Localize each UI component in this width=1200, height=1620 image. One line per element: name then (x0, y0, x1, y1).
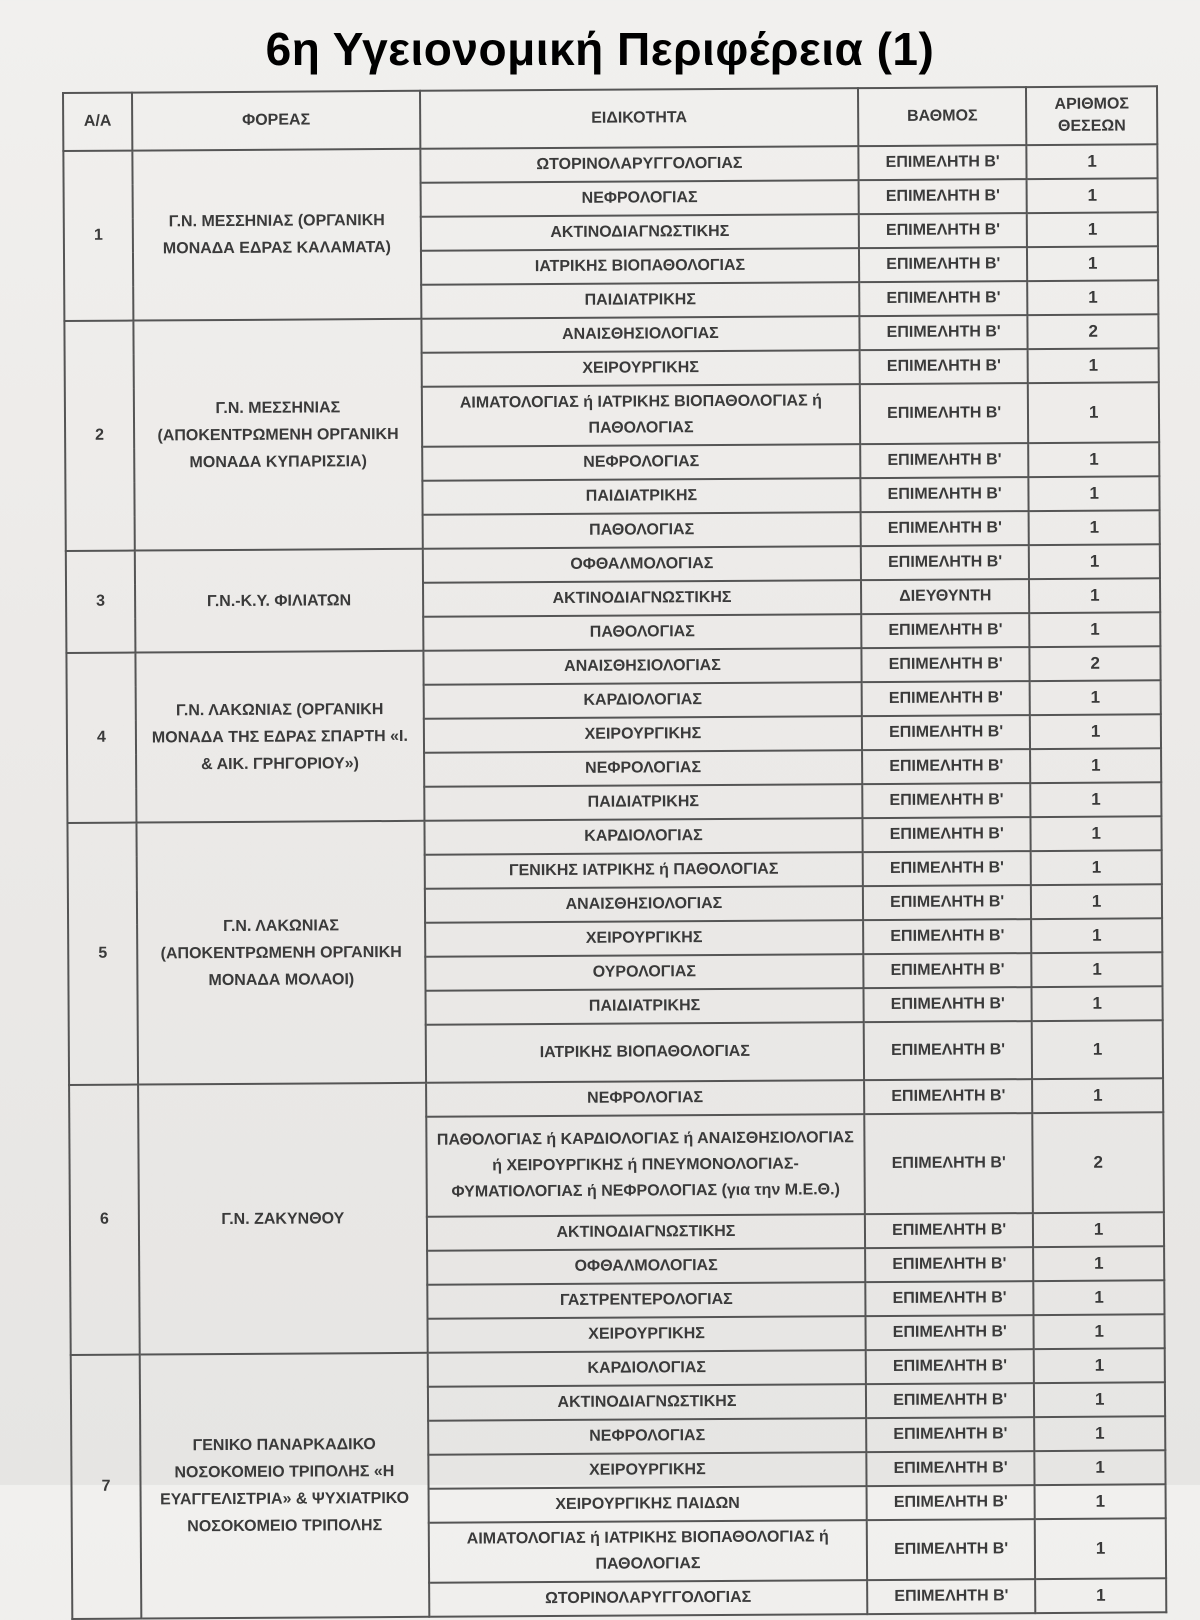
eidikotita-cell: ΓΕΝΙΚΗΣ ΙΑΤΡΙΚΗΣ ή ΠΑΘΟΛΟΓΙΑΣ (425, 852, 863, 889)
eidikotita-cell: ΝΕΦΡΟΛΟΓΙΑΣ (428, 1418, 866, 1455)
eidikotita-cell: ΝΕΦΡΟΛΟΓΙΑΣ (424, 750, 862, 787)
vathmos-cell: ΕΠΙΜΕΛΗΤΗ Β' (864, 987, 1033, 1022)
theseis-cell: 2 (1033, 1112, 1164, 1213)
vathmos-cell: ΕΠΙΜΕΛΗΤΗ Β' (861, 613, 1030, 648)
vathmos-cell: ΕΠΙΜΕΛΗΤΗ Β' (861, 647, 1030, 682)
table-header-row (63, 86, 1157, 151)
theseis-cell: 2 (1028, 314, 1159, 349)
vathmos-cell: ΕΠΙΜΕΛΗΤΗ Β' (859, 281, 1028, 316)
theseis-cell: 1 (1033, 1246, 1164, 1281)
theseis-cell: 1 (1032, 1078, 1163, 1113)
vathmos-cell: ΕΠΙΜΕΛΗΤΗ Β' (866, 1349, 1035, 1384)
eidikotita-cell: ΑΝΑΙΣΘΗΣΙΟΛΟΓΙΑΣ (421, 316, 859, 353)
vathmos-cell: ΕΠΙΜΕΛΗΤΗ Β' (863, 953, 1032, 988)
vathmos-cell: ΕΠΙΜΕΛΗΤΗ Β' (862, 749, 1031, 784)
theseis-cell: 1 (1030, 714, 1161, 749)
eidikotita-cell: ΝΕΦΡΟΛΟΓΙΑΣ (420, 180, 858, 217)
vathmos-cell: ΕΠΙΜΕΛΗΤΗ Β' (862, 817, 1031, 852)
vathmos-cell: ΕΠΙΜΕΛΗΤΗ Β' (866, 1383, 1035, 1418)
theseis-cell: 1 (1029, 578, 1160, 613)
eidikotita-cell: ΑΙΜΑΤΟΛΟΓΙΑΣ ή ΙΑΤΡΙΚΗΣ ΒΙΟΠΑΘΟΛΟΓΙΑΣ ή ΠΑΘΟΛΟΓΙΑΣ (429, 1520, 868, 1583)
theseis-cell: 1 (1027, 144, 1158, 179)
theseis-cell: 1 (1030, 680, 1161, 715)
theseis-cell: 1 (1034, 1416, 1165, 1451)
vathmos-cell: ΕΠΙΜΕΛΗΤΗ Β' (865, 1213, 1034, 1248)
vathmos-cell: ΕΠΙΜΕΛΗΤΗ Β' (864, 1079, 1033, 1114)
theseis-cell: 1 (1035, 1450, 1166, 1485)
theseis-cell: 1 (1029, 510, 1160, 545)
eidikotita-cell: ΙΑΤΡΙΚΗΣ ΒΙΟΠΑΘΟΛΟΓΙΑΣ (421, 248, 859, 285)
eidikotita-cell: ΩΤΟΡΙΝΟΛΑΡΥΓΓΟΛΟΓΙΑΣ (429, 1580, 867, 1617)
positions-table (62, 85, 1167, 1620)
vathmos-cell: ΕΠΙΜΕΛΗΤΗ Β' (862, 715, 1031, 750)
theseis-cell: 1 (1030, 748, 1161, 783)
theseis-cell: 1 (1034, 1348, 1165, 1383)
foreas-cell: Γ.Ν. ΖΑΚΥΝΘΟΥ (138, 1083, 427, 1355)
eidikotita-cell: ΑΚΤΙΝΟΔΙΑΓΝΩΣΤΙΚΗΣ (428, 1384, 866, 1421)
eidikotita-cell: ΧΕΙΡΟΥΡΓΙΚΗΣ ΠΑΙΔΩΝ (428, 1486, 866, 1523)
theseis-cell: 1 (1030, 612, 1161, 647)
eidikotita-cell: ΧΕΙΡΟΥΡΓΙΚΗΣ (421, 350, 859, 387)
vathmos-cell: ΕΠΙΜΕΛΗΤΗ Β' (863, 851, 1032, 886)
vathmos-cell: ΕΠΙΜΕΛΗΤΗ Β' (863, 919, 1032, 954)
positions-table-sheet (62, 85, 1167, 1620)
vathmos-cell: ΕΠΙΜΕΛΗΤΗ Β' (866, 1315, 1035, 1350)
eidikotita-cell: ΟΦΘΑΛΜΟΛΟΓΙΑΣ (427, 1248, 865, 1285)
eidikotita-cell: ΠΑΘΟΛΟΓΙΑΣ (422, 512, 860, 549)
theseis-cell: 1 (1033, 1212, 1164, 1247)
eidikotita-cell: ΩΤΟΡΙΝΟΛΑΡΥΓΓΟΛΟΓΙΑΣ (420, 146, 858, 183)
vathmos-cell: ΕΠΙΜΕΛΗΤΗ Β' (866, 1417, 1035, 1452)
header-foreas: ΦΟΡΕΑΣ (132, 91, 420, 151)
row-index: 7 (71, 1355, 142, 1619)
eidikotita-cell: ΠΑΙΔΙΑΤΡΙΚΗΣ (425, 988, 863, 1025)
header-eidikotita: ΕΙΔΙΚΟΤΗΤΑ (420, 88, 859, 149)
vathmos-cell: ΕΠΙΜΕΛΗΤΗ Β' (867, 1519, 1036, 1580)
row-index: 3 (66, 551, 136, 653)
eidikotita-cell: ΑΚΤΙΝΟΔΙΑΓΝΩΣΤΙΚΗΣ (427, 1214, 865, 1251)
vathmos-cell: ΕΠΙΜΕΛΗΤΗ Β' (864, 1021, 1033, 1080)
eidikotita-cell: ΚΑΡΔΙΟΛΟΓΙΑΣ (428, 1350, 866, 1387)
row-index: 5 (67, 823, 138, 1085)
row-index: 1 (63, 151, 133, 321)
vathmos-cell: ΕΠΙΜΕΛΗΤΗ Β' (860, 477, 1029, 512)
theseis-cell: 1 (1029, 476, 1160, 511)
foreas-cell: Γ.Ν. ΛΑΚΩΝΙΑΣ (ΑΠΟΚΕΝΤΡΩΜΕΝΗ ΟΡΓΑΝΙΚΗ ΜΟΝΑΔΑ ΜΟΛΑΟΙ) (136, 821, 425, 1085)
theseis-cell: 1 (1034, 1314, 1165, 1349)
vathmos-cell: ΕΠΙΜΕΛΗΤΗ Β' (859, 213, 1028, 248)
theseis-cell: 1 (1029, 544, 1160, 579)
table-body (63, 144, 1166, 1619)
eidikotita-cell: ΟΥΡΟΛΟΓΙΑΣ (425, 954, 863, 991)
eidikotita-cell: ΚΑΡΔΙΟΛΟΓΙΑΣ (424, 818, 862, 855)
eidikotita-cell: ΝΕΦΡΟΛΟΓΙΑΣ (426, 1080, 864, 1117)
row-index: 6 (69, 1085, 140, 1355)
vathmos-cell: ΕΠΙΜΕΛΗΤΗ Β' (860, 383, 1029, 444)
eidikotita-cell: ΧΕΙΡΟΥΡΓΙΚΗΣ (427, 1316, 865, 1353)
eidikotita-cell: ΠΑΙΔΙΑΤΡΙΚΗΣ (422, 478, 860, 515)
header-vathmos: ΒΑΘΜΟΣ (858, 87, 1027, 146)
theseis-cell: 1 (1031, 918, 1162, 953)
theseis-cell: 1 (1034, 1382, 1165, 1417)
row-index: 2 (64, 321, 134, 551)
eidikotita-cell: ΓΑΣΤΡΕΝΤΕΡΟΛΟΓΙΑΣ (427, 1282, 865, 1319)
eidikotita-cell: ΑΙΜΑΤΟΛΟΓΙΑΣ ή ΙΑΤΡΙΚΗΣ ΒΙΟΠΑΘΟΛΟΓΙΑΣ ή ΠΑΘΟΛΟΓΙΑΣ (422, 384, 861, 447)
eidikotita-cell: ΟΦΘΑΛΜΟΛΟΓΙΑΣ (423, 546, 861, 583)
theseis-cell: 1 (1031, 816, 1162, 851)
vathmos-cell: ΕΠΙΜΕΛΗΤΗ Β' (864, 1113, 1033, 1214)
vathmos-cell: ΕΠΙΜΕΛΗΤΗ Β' (859, 179, 1028, 214)
vathmos-cell: ΕΠΙΜΕΛΗΤΗ Β' (862, 783, 1031, 818)
eidikotita-cell: ΝΕΦΡΟΛΟΓΙΑΣ (422, 444, 860, 481)
vathmos-cell: ΕΠΙΜΕΛΗΤΗ Β' (867, 1485, 1036, 1520)
eidikotita-cell: ΑΚΤΙΝΟΔΙΑΓΝΩΣΤΙΚΗΣ (423, 580, 861, 617)
eidikotita-cell: ΠΑΘΟΛΟΓΙΑΣ ή ΚΑΡΔΙΟΛΟΓΙΑΣ ή ΑΝΑΙΣΘΗΣΙΟΛΟΓΙΑΣ ή ΧΕΙΡΟΥΡΓΙΚΗΣ ή ΠΝΕΥΜΟΝΟΛΟΓΙΑΣ-ΦΥΜΑΤΙΟΛΟΓΙΑΣ ή ΝΕΦΡΟΛΟΓΙΑΣ (για την Μ.Ε.Θ.) (426, 1114, 865, 1217)
header-aa: Α/Α (63, 93, 132, 151)
theseis-cell: 1 (1031, 884, 1162, 919)
theseis-cell: 1 (1035, 1484, 1166, 1519)
eidikotita-cell: ΙΑΤΡΙΚΗΣ ΒΙΟΠΑΘΟΛΟΓΙΑΣ (426, 1022, 865, 1083)
vathmos-cell: ΕΠΙΜΕΛΗΤΗ Β' (863, 885, 1032, 920)
theseis-cell: 1 (1034, 1280, 1165, 1315)
eidikotita-cell: ΧΕΙΡΟΥΡΓΙΚΗΣ (428, 1452, 866, 1489)
vathmos-cell: ΕΠΙΜΕΛΗΤΗ Β' (865, 1281, 1034, 1316)
foreas-cell: Γ.Ν. ΛΑΚΩΝΙΑΣ (ΟΡΓΑΝΙΚΗ ΜΟΝΑΔΑ ΤΗΣ ΕΔΡΑΣ ΣΠΑΡΤΗ «Ι. & ΑΙΚ. ΓΡΗΓΟΡΙΟΥ») (135, 651, 424, 823)
header-theseis: ΑΡΙΘΜΟΣ ΘΕΣΕΩΝ (1026, 86, 1157, 145)
eidikotita-cell: ΚΑΡΔΙΟΛΟΓΙΑΣ (423, 682, 861, 719)
eidikotita-cell: ΠΑΙΔΙΑΤΡΙΚΗΣ (424, 784, 862, 821)
theseis-cell: 1 (1029, 442, 1160, 477)
row-index: 4 (66, 653, 136, 823)
vathmos-cell: ΕΠΙΜΕΛΗΤΗ Β' (860, 443, 1029, 478)
vathmos-cell: ΕΠΙΜΕΛΗΤΗ Β' (861, 545, 1030, 580)
vathmos-cell: ΕΠΙΜΕΛΗΤΗ Β' (865, 1247, 1034, 1282)
eidikotita-cell: ΧΕΙΡΟΥΡΓΙΚΗΣ (425, 920, 863, 957)
eidikotita-cell: ΠΑΘΟΛΟΓΙΑΣ (423, 614, 861, 651)
vathmos-cell: ΕΠΙΜΕΛΗΤΗ Β' (866, 1451, 1035, 1486)
vathmos-cell: ΕΠΙΜΕΛΗΤΗ Β' (860, 349, 1029, 384)
eidikotita-cell: ΑΝΑΙΣΘΗΣΙΟΛΟΓΙΑΣ (425, 886, 863, 923)
foreas-cell: Γ.Ν. ΜΕΣΣΗΝΙΑΣ (ΑΠΟΚΕΝΤΡΩΜΕΝΗ ΟΡΓΑΝΙΚΗ ΜΟΝΑΔΑ ΚΥΠΑΡΙΣΣΙΑ) (133, 319, 422, 551)
vathmos-cell: ΕΠΙΜΕΛΗΤΗ Β' (861, 511, 1030, 546)
foreas-cell: Γ.Ν.-Κ.Υ. ΦΙΛΙΑΤΩΝ (135, 549, 423, 653)
vathmos-cell: ΕΠΙΜΕΛΗΤΗ Β' (859, 315, 1028, 350)
theseis-cell: 1 (1035, 1518, 1166, 1579)
vathmos-cell: ΕΠΙΜΕΛΗΤΗ Β' (859, 247, 1028, 282)
theseis-cell: 1 (1032, 986, 1163, 1021)
foreas-cell: Γ.Ν. ΜΕΣΣΗΝΙΑΣ (ΟΡΓΑΝΙΚΗ ΜΟΝΑΔΑ ΕΔΡΑΣ ΚΑΛΑΜΑΤΑ) (132, 149, 421, 321)
theseis-cell: 1 (1028, 348, 1159, 383)
theseis-cell: 1 (1032, 1020, 1163, 1079)
vathmos-cell: ΕΠΙΜΕΛΗΤΗ Β' (867, 1579, 1036, 1614)
foreas-cell: ΓΕΝΙΚΟ ΠΑΝΑΡΚΑΔΙΚΟ ΝΟΣΟΚΟΜΕΙΟ ΤΡΙΠΟΛΗΣ «Η ΕΥΑΓΓΕΛΙΣΤΡΙΑ» & ΨΥΧΙΑΤΡΙΚΟ ΝΟΣΟΚΟΜΕΙΟ ΤΡΙΠΟΛΗΣ (140, 1353, 429, 1619)
theseis-cell: 1 (1027, 178, 1158, 213)
theseis-cell: 1 (1028, 382, 1159, 443)
eidikotita-cell: ΑΚΤΙΝΟΔΙΑΓΝΩΣΤΙΚΗΣ (421, 214, 859, 251)
theseis-cell: 1 (1027, 246, 1158, 281)
eidikotita-cell: ΑΝΑΙΣΘΗΣΙΟΛΟΓΙΑΣ (423, 648, 861, 685)
vathmos-cell: ΕΠΙΜΕΛΗΤΗ Β' (862, 681, 1031, 716)
page-title: 6η Υγειονομική Περιφέρεια (1) (265, 23, 935, 75)
eidikotita-cell: ΠΑΙΔΙΑΤΡΙΚΗΣ (421, 282, 859, 319)
eidikotita-cell: ΧΕΙΡΟΥΡΓΙΚΗΣ (424, 716, 862, 753)
vathmos-cell: ΔΙΕΥΘΥΝΤΗ (861, 579, 1030, 614)
theseis-cell: 1 (1032, 952, 1163, 987)
theseis-cell: 1 (1035, 1578, 1166, 1613)
theseis-cell: 2 (1030, 646, 1161, 681)
theseis-cell: 1 (1031, 782, 1162, 817)
vathmos-cell: ΕΠΙΜΕΛΗΤΗ Β' (858, 145, 1027, 180)
theseis-cell: 1 (1028, 280, 1159, 315)
theseis-cell: 1 (1027, 212, 1158, 247)
theseis-cell: 1 (1031, 850, 1162, 885)
